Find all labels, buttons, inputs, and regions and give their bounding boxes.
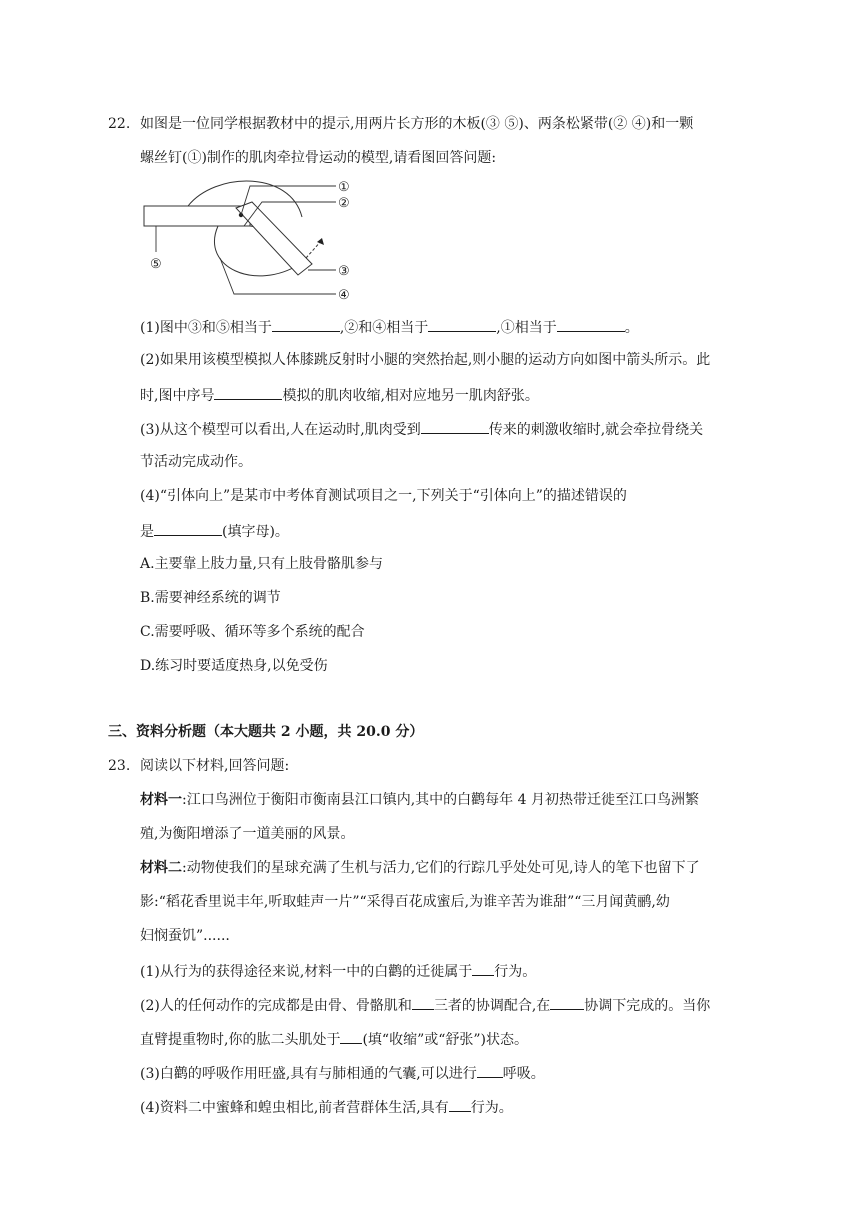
q23-material2-line3: 妇悯蚕饥”...... bbox=[140, 928, 230, 944]
question-23-number: 23. bbox=[108, 758, 131, 774]
q23-part3: (3)白鹳的呼吸作用旺盛,具有与肺相通的气囊,可以进行 呼吸。 bbox=[140, 1062, 545, 1084]
q23-part2-line1: (2)人的任何动作的完成都是由骨、骨骼肌和 三者的协调配合,在 协调下完成的。当你 bbox=[140, 994, 710, 1016]
q22-option-a: A.主要靠上肢力量,只有上肢骨骼肌参与 bbox=[140, 556, 384, 572]
q22-part3-line1: (3)从这个模型可以看出,人在运动时,肌肉受到 传来的刺激收缩时,就会牵拉骨绕关 bbox=[140, 418, 703, 440]
q22-part1: (1)图中③和⑤相当于 ,②和④相当于 ,①相当于 。 bbox=[140, 316, 639, 338]
answer-blank[interactable] bbox=[421, 418, 489, 434]
horizontal-board bbox=[144, 206, 250, 226]
answer-blank[interactable] bbox=[550, 994, 584, 1010]
diagram-label-5: ⑤ bbox=[150, 257, 162, 272]
q23-material2-line1: 材料二:动物使我们的星球充满了生机与活力,它们的行踪几乎处处可见,诗人的笔下也留下了 bbox=[140, 860, 700, 876]
answer-blank[interactable] bbox=[340, 1028, 362, 1044]
question-22-number: 22. bbox=[108, 116, 131, 132]
q22-part3-line2: 节活动完成动作。 bbox=[140, 454, 252, 470]
answer-blank[interactable] bbox=[557, 316, 625, 332]
movement-arrow-head bbox=[317, 238, 324, 245]
answer-blank[interactable] bbox=[428, 316, 496, 332]
diagram-label-2: ② bbox=[338, 196, 350, 211]
muscle-bone-model-diagram bbox=[140, 172, 370, 307]
answer-blank[interactable] bbox=[472, 960, 494, 976]
q22-option-b: B.需要神经系统的调节 bbox=[140, 590, 281, 606]
answer-blank[interactable] bbox=[449, 1096, 471, 1112]
answer-blank[interactable] bbox=[272, 316, 340, 332]
diagram-label-1: ① bbox=[338, 180, 350, 195]
question-23-intro: 阅读以下材料,回答问题: bbox=[140, 758, 290, 774]
q23-material1-line2: 殖,为衡阳增添了一道美丽的风景。 bbox=[140, 826, 355, 842]
q22-part2-line2: 时,图中序号 模拟的肌肉收缩,相对应地另一肌肉舒张。 bbox=[140, 384, 539, 406]
q22-part4-line2: 是 (填字母)。 bbox=[140, 520, 289, 542]
q23-part4: (4)资料二中蜜蜂和蝗虫相比,前者营群体生活,具有 行为。 bbox=[140, 1096, 513, 1118]
question-22-stem-line1: 如图是一位同学根据教材中的提示,用两片长方形的木板(③ ⑤)、两条松紧带(② ④)和一颗 bbox=[140, 116, 694, 132]
q22-part4-line1: (4)“引体向上”是某市中考体育测试项目之一,下列关于“引体向上”的描述错误的 bbox=[140, 488, 627, 504]
q22-option-c: C.需要呼吸、循环等多个系统的配合 bbox=[140, 624, 365, 640]
q23-part2-line2: 直臂提重物时,你的肱二头肌处于 (填“收缩”或“舒张”)状态。 bbox=[140, 1028, 528, 1050]
answer-blank[interactable] bbox=[214, 384, 282, 400]
answer-blank[interactable] bbox=[477, 1062, 503, 1078]
q22-part2-line1: (2)如果用该模型模拟人体膝跳反射时小腿的突然抬起,则小腿的运动方向如图中箭头所示。此 bbox=[140, 352, 711, 368]
section-title: 三、资料分析题（本大题共 2 小题，共 20.0 分） bbox=[108, 724, 424, 740]
diagram-label-4: ④ bbox=[338, 288, 350, 303]
q23-part1: (1)从行为的获得途径来说,材料一中的白鹳的迁徙属于 行为。 bbox=[140, 960, 536, 982]
q23-material2-line2: 影:“稻花香里说丰年,听取蛙声一片”“采得百花成蜜后,为谁辛苦为谁甜”“三月闻黄鹂,幼 bbox=[140, 894, 670, 910]
question-22-stem-line2: 螺丝钉(①)制作的肌肉牵拉骨运动的模型,请看图回答问题: bbox=[140, 150, 497, 166]
answer-blank[interactable] bbox=[412, 994, 434, 1010]
diagram-label-3: ③ bbox=[338, 264, 350, 279]
leader-line-4 bbox=[220, 258, 336, 294]
q23-material1-line1: 材料一:江口鸟洲位于衡阳市衡南县江口镇内,其中的白鹳每年 4 月初热带迁徙至江口鸟洲繁 bbox=[140, 792, 699, 808]
q22-option-d: D.练习时要适度热身,以免受伤 bbox=[140, 658, 328, 674]
answer-blank[interactable] bbox=[154, 520, 222, 536]
